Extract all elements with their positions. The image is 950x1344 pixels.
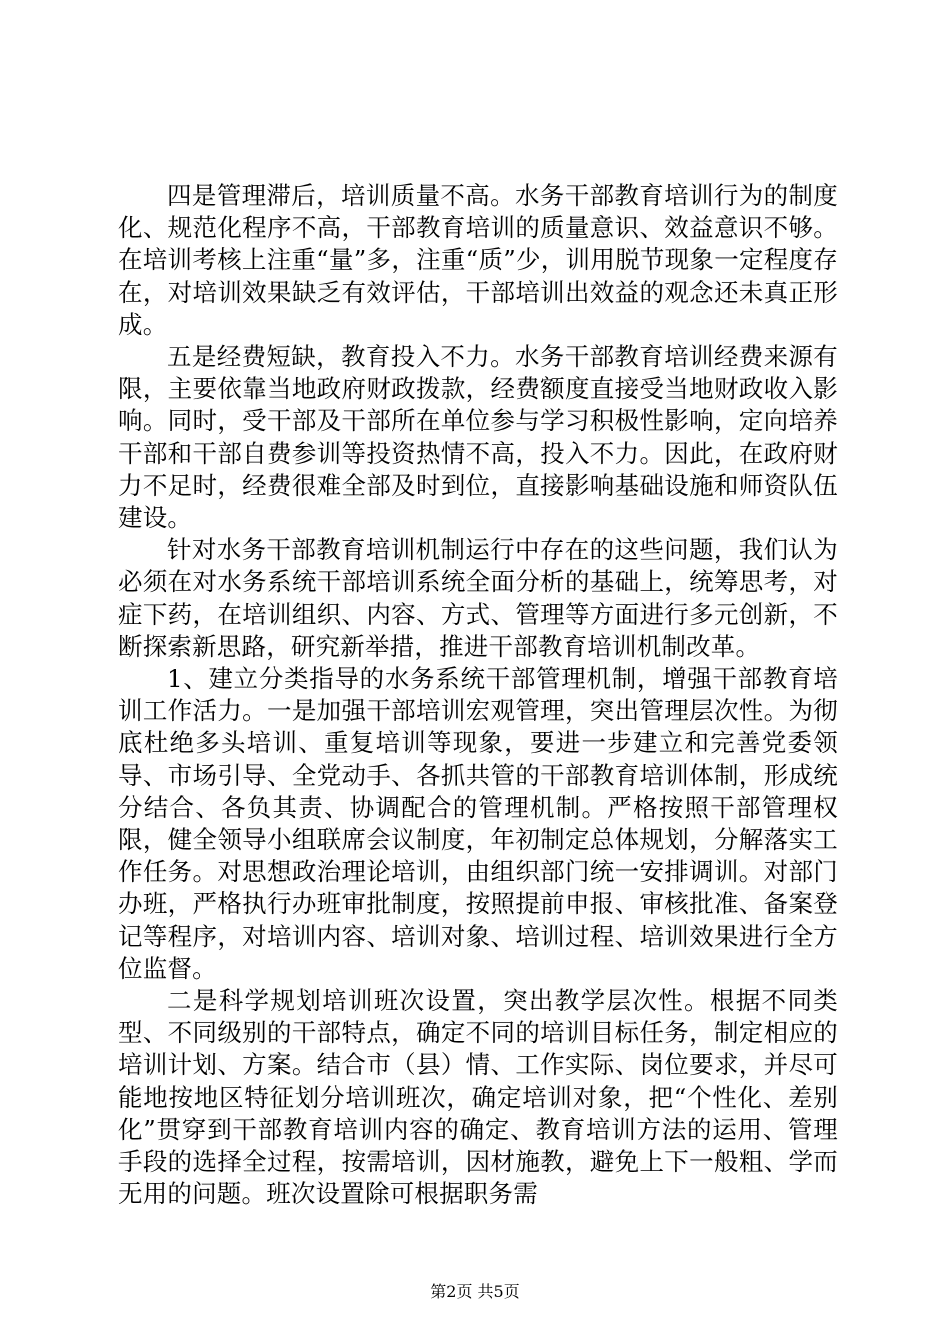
paragraph-reform-approach: 针对水务干部教育培训机制运行中存在的这些问题，我们认为必须在对水务系统干部培训系统全面分析的基础上，统筹思考，对症下药，在培训组织、内容、方式、管理等方面进行多元创新，不断探索新思路，研究新举措，推进干部教育培训机制改革。 — [118, 535, 838, 661]
paragraph-class-planning: 二是科学规划培训班次设置，突出教学层次性。根据不同类型、不同级别的干部特点，确定不同的培训目标任务，制定相应的培训计划、方案。结合市（县）情、工作实际、岗位要求，并尽可能地按地区特征划分培训班次，确定培训对象，把“个性化、差别化”贯穿到干部教育培训内容的确定、教育培训方法的运用、管理手段的选择全过程，按需培训，因材施教，避免上下一般粗、学而无用的问题。班次设置除可根据职务需 — [118, 986, 838, 1209]
document-body — [118, 180, 838, 1211]
paragraph-management-lag: 四是管理滞后，培训质量不高。水务干部教育培训行为的制度化、规范化程序不高，干部教育培训的质量意识、效益意识不够。在培训考核上注重“量”多，注重“质”少，训用脱节现象一定程度存在，对培训效果缺乏有效评估，干部培训出效益的观念还未真正形成。 — [118, 181, 838, 339]
paragraph-classified-management: 1、建立分类指导的水务系统干部管理机制，增强干部教育培训工作活力。一是加强干部培训宏观管理，突出管理层次性。为彻底杜绝多头培训、重复培训等现象，要进一步建立和完善党委领导、市场引导、全党动手、各抓共管的干部教育培训体制，形成统分结合、各负其责、协调配合的管理机制。严格按照干部管理权限，健全领导小组联席会议制度，年初制定总体规划，分解落实工作任务。对思想政治理论培训，由组织部门统一安排调训。对部门办班，严格执行办班审批制度，按照提前申报、审核批准、备案登记等程序，对培训内容、培训对象、培训过程、培训效果进行全方位监督。 — [118, 664, 838, 983]
page-number-footer: 第2页 共5页 — [430, 1282, 520, 1301]
paragraph-funding-shortage: 五是经费短缺，教育投入不力。水务干部教育培训经费来源有限，主要依靠当地政府财政拨款，经费额度直接受当地财政收入影响。同时，受干部及干部所在单位参与学习积极性影响，定向培养干部和干部自费参训等投资热情不高，投入不力。因此，在政府财力不足时，经费很难全部及时到位，直接影响基础设施和师资队伍建设。 — [118, 342, 838, 533]
